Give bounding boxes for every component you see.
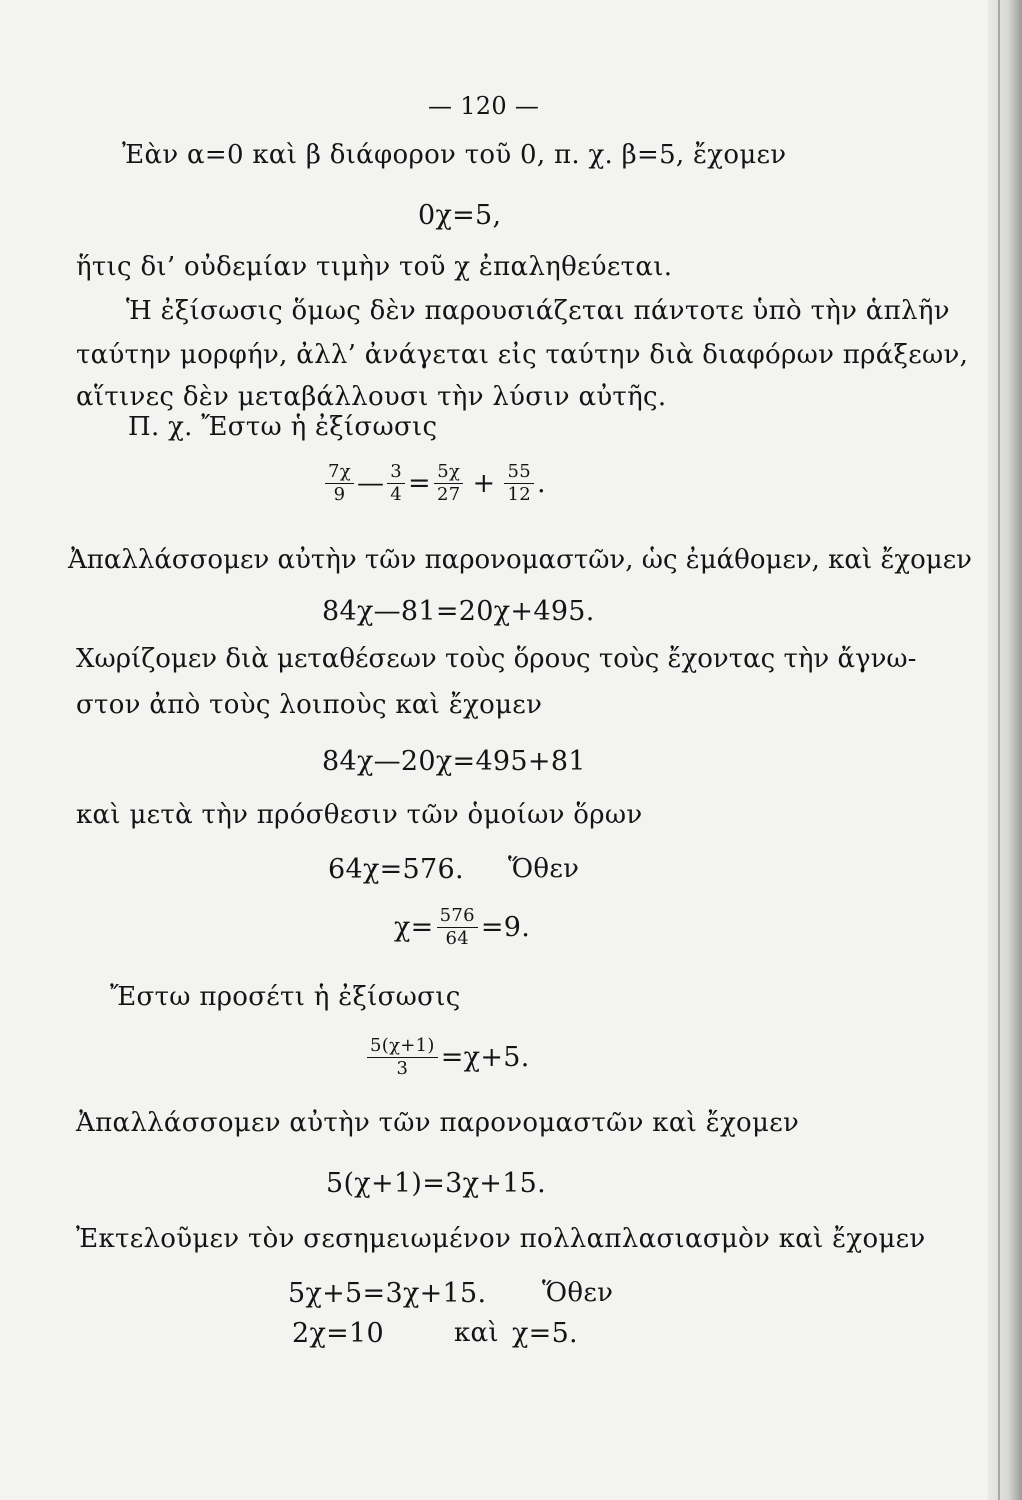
equation-5x1-over-3: $\frac{5(\chi+1)}{3}$ =χ+5. <box>364 1036 530 1079</box>
text-line-8: Χωρίζομεν διὰ μεταθέσεων τοὺς ὅρους τοὺς ἔχοντας τὴν ἄγνω- <box>76 644 917 674</box>
text-line-4: ταύτην μορφήν, ἀλλ’ ἀνάγεται εἰς ταύτην διὰ διαφόρων πράξεων, <box>76 340 969 370</box>
equation-5x1-3x15: 5(χ+1)=3χ+15. <box>326 1168 547 1199</box>
word-hothen-2: Ὅθεν <box>542 1278 614 1308</box>
equation-fractions <box>322 462 546 505</box>
text-line-7: Ἀπαλλάσσομεν αὐτὴν τῶν παρονομαστῶν, ὡς ἐμάθομεν, καὶ ἔχομεν <box>68 545 972 575</box>
text-line-9: στον ἀπὸ τοὺς λοιποὺς καὶ ἔχομεν <box>76 690 543 720</box>
equation-0x-5: 0χ=5, <box>418 200 502 231</box>
word-kai: καὶ <box>454 1318 499 1348</box>
page-number: — 120 — <box>428 92 540 120</box>
fraction-5x-27: $\frac{5\chi}{27}$ <box>434 462 464 505</box>
plus-sign: + <box>472 467 496 499</box>
word-hothen-1: Ὅθεν <box>508 854 580 884</box>
text-line-1: Ἐὰν α=0 καὶ β διάφορον τοῦ 0, π. χ. β=5, ἔχομεν <box>122 140 787 170</box>
equation-x-5: χ=5. <box>512 1318 578 1349</box>
text-line-13: Ἐκτελοῦμεν τὸν σεσημειωμένον πολλαπλασιασμὸν καὶ ἔχομεν <box>76 1224 926 1254</box>
text-line-6: Π. χ. Ἔστω ἡ ἐξίσωσις <box>128 412 438 442</box>
text-line-11: Ἔστω προσέτι ἡ ἐξίσωσις <box>110 982 461 1012</box>
equation-x-576-64: χ= $\frac{576}{64}$ =9. <box>394 905 531 949</box>
text-line-3: Ἡ ἐξίσωσις ὅμως δὲν παρουσιάζεται πάντοτε ὑπὸ τὴν ἁπλῆν <box>126 296 950 326</box>
text-line-5: αἵτινες δὲν μεταβάλλουσι τὴν λύσιν αὐτῆς. <box>76 382 667 412</box>
fraction-5x1-3: $\frac{5(\chi+1)}{3}$ <box>367 1036 438 1079</box>
fraction-7x-9: $\frac{7\chi}{9}$ <box>325 462 354 505</box>
equation-2x-10: 2χ=10 <box>292 1318 385 1349</box>
equation-64x: 64χ=576. <box>328 854 464 885</box>
fraction-576-64: $\frac{576}{64}$ <box>437 906 478 949</box>
equation-84x-81: 84χ—81=20χ+495. <box>322 596 595 627</box>
equation-5x5: 5χ+5=3χ+15. <box>288 1278 487 1309</box>
period: . <box>536 467 546 499</box>
fraction-55-12: $\frac{55}{12}$ <box>504 462 534 505</box>
text-line-10: καὶ μετὰ τὴν πρόσθεσιν τῶν ὁμοίων ὅρων <box>76 800 643 830</box>
text-line-12: Ἀπαλλάσσομεν αὐτὴν τῶν παρονομαστῶν καὶ ἔχομεν <box>76 1108 800 1138</box>
minus-sign: — <box>356 467 385 499</box>
text-line-2: ἥτις δι’ οὐδεμίαν τιμὴν τοῦ χ ἐπαληθεύεται. <box>76 252 673 282</box>
equals-sign: = <box>408 467 431 499</box>
fraction-3-4: $\frac{3}{4}$ <box>387 462 405 505</box>
equation-84x-20x: 84χ—20χ=495+81 <box>322 746 586 777</box>
